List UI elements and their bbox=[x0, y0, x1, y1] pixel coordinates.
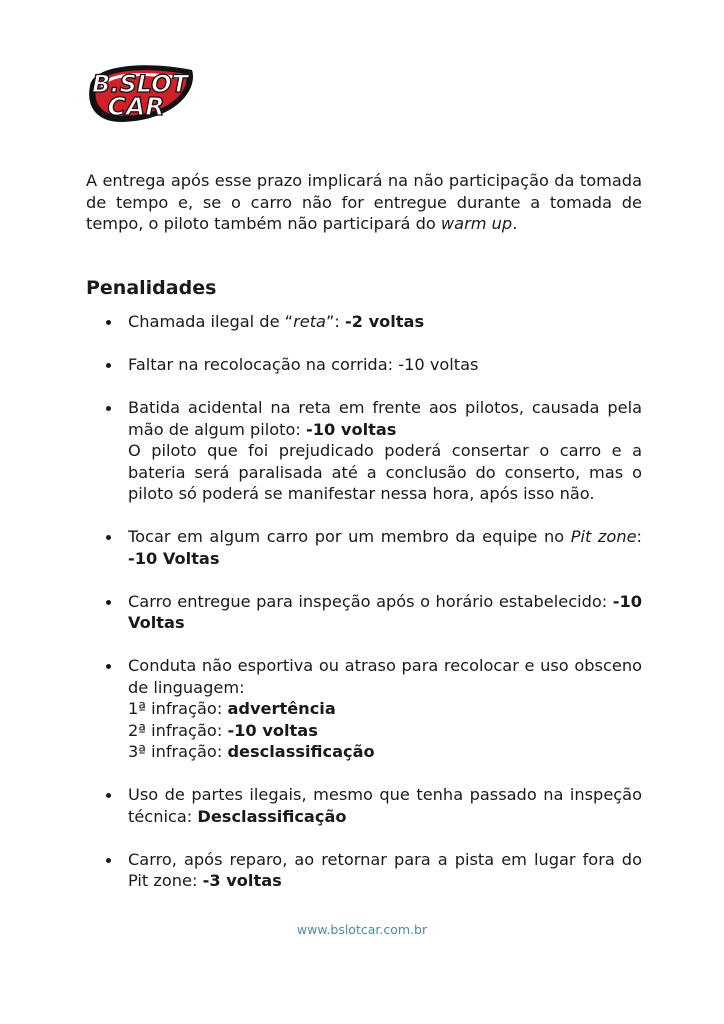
penalty-list bbox=[86, 311, 642, 913]
list-item-detail: O piloto que foi prejudicado poderá consertar o carro e a bateria será paralisada até a conclusão do conserto, mas o piloto só poderá se manifestar nessa hora, após isso não. bbox=[128, 441, 642, 503]
list-item: Carro, após reparo, ao retornar para a pista em lugar fora do Pit zone: -3 voltas bbox=[86, 849, 642, 892]
list-item: Conduta não esportiva ou atraso para recolocar e uso obsceno de linguagem: 1ª infração: advertência 2ª infração: -10 voltas 3ª infração: desclassificação bbox=[86, 655, 642, 763]
logo-text-line2: CAR bbox=[107, 92, 165, 121]
logo-text-line1: B.SLOT bbox=[92, 70, 188, 98]
list-item: Batida acidental na reta em frente aos pilotos, causada pela mão de algum piloto: -10 voltas O piloto que foi prejudicado poderá consertar o carro e a bateria será paralisada até a conclusão do conserto, mas o piloto só poderá se manifestar nessa hora, após isso não. bbox=[86, 397, 642, 505]
intro-paragraph: A entrega após esse prazo implicará na não participação da tomada de tempo e, se o carro não for entregue durante a tomada de tempo, o piloto também não participará do warm up. bbox=[86, 171, 642, 233]
infraction-line: 2ª infração: -10 voltas bbox=[128, 720, 318, 740]
infraction-line: 3ª infração: desclassificação bbox=[128, 742, 375, 761]
list-item: Uso de partes ilegais, mesmo que tenha passado na inspeção técnica: Desclassificação bbox=[86, 784, 642, 827]
list-item: Faltar na recolocação na corrida: -10 voltas bbox=[86, 354, 642, 376]
list-item: Chamada ilegal de “reta”: -2 voltas bbox=[86, 311, 642, 333]
footer-website-link[interactable]: www.bslotcar.com.br bbox=[296, 922, 428, 937]
list-item: Tocar em algum carro por um membro da equipe no Pit zone: -10 Voltas bbox=[86, 526, 642, 569]
section-title: Penalidades bbox=[86, 277, 217, 299]
infraction-line: 1ª infração: advertência bbox=[128, 699, 336, 718]
list-item: Carro entregue para inspeção após o horário estabelecido: -10 Voltas bbox=[86, 591, 642, 634]
bslotcar-logo bbox=[82, 60, 200, 126]
